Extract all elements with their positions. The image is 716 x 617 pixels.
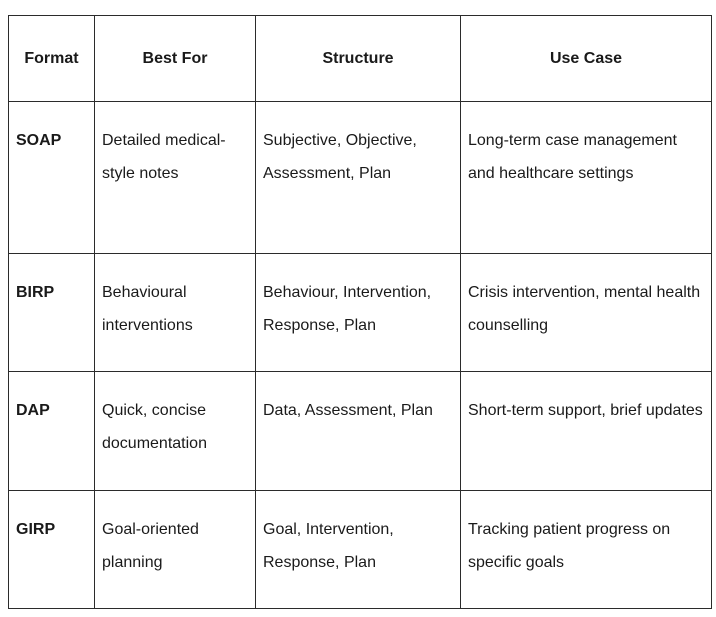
header-format: Format bbox=[9, 16, 95, 102]
header-structure: Structure bbox=[256, 16, 461, 102]
cell-best-for: Quick, concise documentation bbox=[95, 372, 256, 491]
cell-best-for: Detailed medical-style notes bbox=[95, 102, 256, 254]
note-formats-table bbox=[8, 15, 712, 609]
cell-use-case: Long-term case management and healthcare settings bbox=[461, 102, 712, 254]
table-row bbox=[9, 102, 712, 254]
cell-structure: Subjective, Objective, Assessment, Plan bbox=[256, 102, 461, 254]
table-row bbox=[9, 491, 712, 609]
cell-best-for: Behavioural interventions bbox=[95, 254, 256, 372]
cell-format: GIRP bbox=[9, 491, 95, 609]
cell-format: BIRP bbox=[9, 254, 95, 372]
cell-use-case: Short-term support, brief updates bbox=[461, 372, 712, 491]
cell-use-case: Crisis intervention, mental health counselling bbox=[461, 254, 712, 372]
table-row bbox=[9, 254, 712, 372]
table-header-row bbox=[9, 16, 712, 102]
cell-structure: Behaviour, Intervention, Response, Plan bbox=[256, 254, 461, 372]
table-row bbox=[9, 372, 712, 491]
cell-best-for: Goal-oriented planning bbox=[95, 491, 256, 609]
header-best-for: Best For bbox=[95, 16, 256, 102]
header-use-case: Use Case bbox=[461, 16, 712, 102]
cell-format: DAP bbox=[9, 372, 95, 491]
cell-structure: Data, Assessment, Plan bbox=[256, 372, 461, 491]
cell-structure: Goal, Intervention, Response, Plan bbox=[256, 491, 461, 609]
cell-use-case: Tracking patient progress on specific goals bbox=[461, 491, 712, 609]
cell-format: SOAP bbox=[9, 102, 95, 254]
